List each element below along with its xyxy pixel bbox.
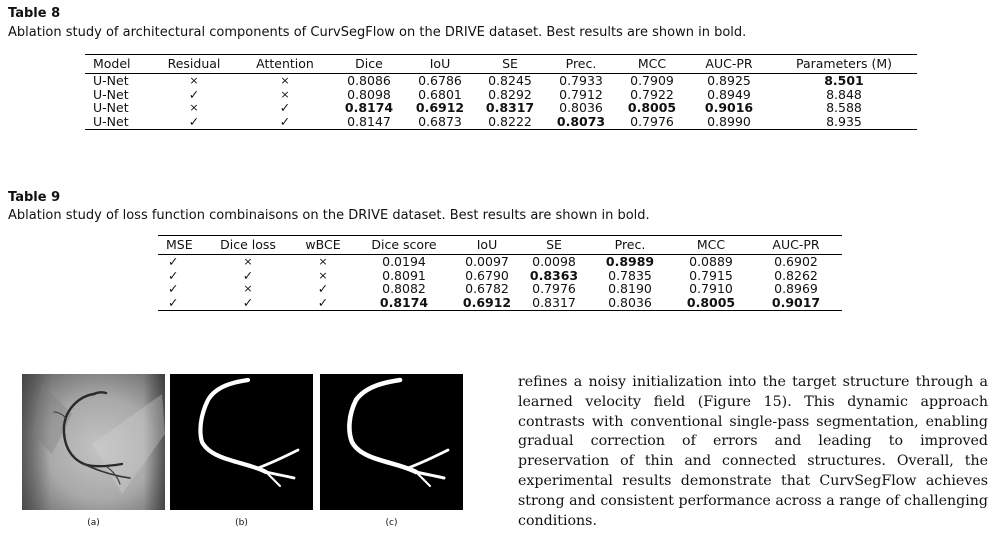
table-cell: 0.8949 bbox=[707, 86, 751, 102]
table-cell: U-Net bbox=[85, 115, 151, 130]
table-cell: 0.7909 bbox=[630, 73, 674, 88]
table-cell: ✓ bbox=[237, 115, 333, 130]
table-cell: 0.8073 bbox=[545, 115, 617, 130]
table-cell: × bbox=[189, 101, 199, 114]
table-cell: 0.8005 bbox=[672, 296, 750, 311]
table-cell: 0.0194 bbox=[382, 254, 426, 269]
table-cell: ✓ bbox=[168, 254, 179, 269]
table-cell: ✓ bbox=[317, 281, 329, 296]
table-cell: × bbox=[280, 87, 290, 101]
table-cell: 0.8989 bbox=[605, 254, 655, 269]
table9 bbox=[158, 235, 842, 311]
table-cell: 0.8147 bbox=[333, 115, 405, 130]
table9-col-mse: MSE bbox=[158, 236, 204, 255]
table-cell: 0.6782 bbox=[465, 281, 509, 296]
table8-heading: Table 8 bbox=[8, 6, 61, 21]
table-cell: 0.9016 bbox=[704, 100, 754, 115]
table-cell: 0.6912 bbox=[415, 100, 465, 115]
body-paragraph-text: refines a noisy initialization into the target structure through a learned velocity field (Figure 15). This dynamic approach contrasts with conventional single-pass segmentation, enabling gradual correction of errors and leading to improved preservation of thin and connected structures. Overall, the experimental results demonstrate that CurvSegFlow achieves strong and consistent performance across a range of challenging conditions. bbox=[518, 374, 988, 529]
table-row bbox=[85, 115, 917, 130]
table-cell: ✓ bbox=[151, 115, 237, 130]
figure-label-b: (b) bbox=[235, 518, 248, 528]
table-cell: 0.7976 bbox=[617, 115, 687, 130]
table8-col-aucpr: AUC-PR bbox=[687, 55, 771, 74]
table-cell: 0.7922 bbox=[630, 86, 674, 102]
table9-header-row bbox=[158, 236, 842, 255]
table8-col-residual: Residual bbox=[151, 55, 237, 74]
table8-col-model: Model bbox=[85, 55, 151, 74]
table-cell: × bbox=[318, 255, 328, 268]
table-cell: 0.6786 bbox=[418, 73, 462, 88]
table9-col-wbce: wBCE bbox=[292, 236, 354, 255]
table-cell: 0.7976 bbox=[532, 281, 576, 296]
table-cell: 0.8222 bbox=[475, 115, 545, 130]
table8 bbox=[85, 54, 917, 130]
table-cell: ✓ bbox=[168, 267, 179, 283]
table-cell: 0.8292 bbox=[488, 86, 532, 102]
table-cell: × bbox=[280, 74, 290, 87]
table-cell: 0.8990 bbox=[687, 115, 771, 130]
table8-col-params: Parameters (M) bbox=[771, 55, 917, 74]
table-cell: 8.588 bbox=[826, 100, 862, 115]
table-row bbox=[158, 282, 842, 296]
table9-caption: Ablation study of loss function combinaisons on the DRIVE dataset. Best results are shown in bold. bbox=[8, 208, 650, 223]
table-cell: ✓ bbox=[204, 296, 292, 311]
table-row bbox=[158, 296, 842, 311]
table-row bbox=[85, 74, 917, 88]
table-cell: 8.848 bbox=[826, 86, 862, 102]
table-cell: 0.8969 bbox=[774, 281, 818, 296]
table9-col-aucpr: AUC-PR bbox=[750, 236, 842, 255]
table-cell: 0.9017 bbox=[750, 296, 842, 311]
table-cell: 0.8262 bbox=[774, 267, 818, 283]
table-cell: 8.501 bbox=[824, 73, 864, 88]
table-cell: 0.8245 bbox=[488, 73, 532, 88]
table9-col-mcc: MCC bbox=[672, 236, 750, 255]
table-cell: 0.7912 bbox=[559, 86, 603, 102]
table-cell: ✓ bbox=[168, 281, 179, 296]
table-cell: × bbox=[243, 282, 253, 295]
table-cell: 0.0097 bbox=[465, 254, 509, 269]
table-cell: 0.7835 bbox=[608, 267, 652, 283]
table8-col-se: SE bbox=[475, 55, 545, 74]
table-cell: 0.0098 bbox=[532, 254, 576, 269]
table-cell: ✓ bbox=[292, 296, 354, 311]
table-cell: 0.6902 bbox=[774, 254, 818, 269]
table-cell: ✓ bbox=[242, 267, 254, 283]
table-cell: 0.8036 bbox=[588, 296, 672, 311]
table-cell: 0.0889 bbox=[689, 254, 733, 269]
table-cell: 0.8174 bbox=[344, 100, 394, 115]
table-cell: 0.8098 bbox=[347, 86, 391, 102]
table-cell: 0.7915 bbox=[689, 267, 733, 283]
table-cell: U-Net bbox=[93, 73, 129, 88]
table9-col-dice-score: Dice score bbox=[354, 236, 454, 255]
table-cell: 0.8317 bbox=[520, 296, 588, 311]
table-cell: U-Net bbox=[93, 86, 129, 102]
figure-label-a: (a) bbox=[87, 518, 100, 528]
table-cell: 0.8005 bbox=[627, 100, 677, 115]
table-row bbox=[85, 88, 917, 102]
table9-col-iou: IoU bbox=[454, 236, 520, 255]
table-cell: ✓ bbox=[279, 100, 291, 115]
table-cell: 0.7910 bbox=[689, 281, 733, 296]
table8-caption: Ablation study of architectural components of CurvSegFlow on the DRIVE dataset. Best results are shown in bold. bbox=[8, 25, 747, 40]
figure-angiogram-image bbox=[22, 374, 165, 510]
table-cell: 0.8174 bbox=[354, 296, 454, 311]
figure-ground-truth-mask bbox=[170, 374, 313, 510]
body-paragraph bbox=[518, 373, 988, 531]
table-cell: 0.6801 bbox=[418, 86, 462, 102]
figure-label-c: (c) bbox=[385, 518, 398, 528]
figure-predicted-mask bbox=[320, 374, 463, 510]
table-cell: 8.935 bbox=[771, 115, 917, 130]
table9-col-se: SE bbox=[520, 236, 588, 255]
table-cell: × bbox=[243, 255, 253, 268]
table8-col-attention: Attention bbox=[237, 55, 333, 74]
table-cell: 0.8036 bbox=[559, 100, 603, 115]
table-cell: 0.8091 bbox=[382, 267, 426, 283]
table-cell: 0.8082 bbox=[382, 281, 426, 296]
table9-col-dice-loss: Dice loss bbox=[204, 236, 292, 255]
table9-heading: Table 9 bbox=[8, 190, 61, 205]
table-cell: 0.7933 bbox=[559, 73, 603, 88]
table-cell: 0.8086 bbox=[347, 73, 391, 88]
table-row bbox=[158, 269, 842, 283]
table-cell: 0.8317 bbox=[485, 100, 535, 115]
table-row bbox=[85, 101, 917, 115]
table-cell: × bbox=[318, 268, 328, 282]
table-cell: ✓ bbox=[188, 86, 200, 102]
table-cell: 0.6873 bbox=[405, 115, 475, 130]
table-cell: 0.8190 bbox=[608, 281, 652, 296]
table-cell: × bbox=[189, 74, 199, 87]
table-cell: U-Net bbox=[93, 100, 129, 115]
table-cell: 0.8925 bbox=[707, 73, 751, 88]
table9-col-prec: Prec. bbox=[588, 236, 672, 255]
table8-col-dice: Dice bbox=[333, 55, 405, 74]
table8-col-iou: IoU bbox=[405, 55, 475, 74]
table-cell: 0.6912 bbox=[454, 296, 520, 311]
table8-header-row bbox=[85, 55, 917, 74]
table-row bbox=[158, 255, 842, 269]
table8-col-mcc: MCC bbox=[617, 55, 687, 74]
table8-col-prec: Prec. bbox=[545, 55, 617, 74]
table-cell: 0.8363 bbox=[529, 267, 579, 283]
table-cell: 0.6790 bbox=[465, 267, 509, 283]
table-cell: ✓ bbox=[158, 296, 204, 311]
